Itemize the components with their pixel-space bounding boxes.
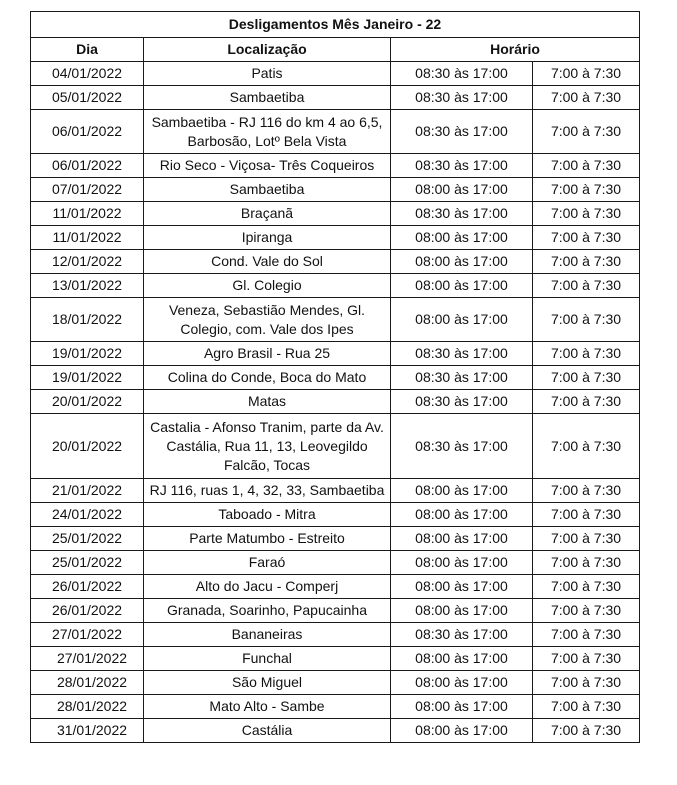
row-horario-dia: 08:30 às 17:00 <box>391 623 533 647</box>
row-date: 04/01/2022 <box>31 62 144 86</box>
row-horario-dia: 08:00 às 17:00 <box>391 599 533 623</box>
table-row <box>31 366 640 390</box>
row-date: 18/01/2022 <box>31 298 144 342</box>
row-date: 06/01/2022 <box>31 110 144 154</box>
row-horario-dia: 08:00 às 17:00 <box>391 647 533 671</box>
row-date: 06/01/2022 <box>31 154 144 178</box>
row-location: Gl. Colegio <box>144 274 391 298</box>
row-horario-extra: 7:00 à 7:30 <box>533 342 640 366</box>
row-horario-extra: 7:00 à 7:30 <box>533 154 640 178</box>
row-location: Veneza, Sebastião Mendes, Gl. Colegio, com. Vale dos Ipes <box>144 298 391 342</box>
table-row <box>31 551 640 575</box>
row-horario-extra: 7:00 à 7:30 <box>533 503 640 527</box>
row-date: 21/01/2022 <box>31 479 144 503</box>
row-horario-dia: 08:00 às 17:00 <box>391 503 533 527</box>
row-date: 28/01/2022 <box>31 695 144 719</box>
row-date: 11/01/2022 <box>31 202 144 226</box>
table-row <box>31 719 640 743</box>
row-horario-dia: 08:00 às 17:00 <box>391 274 533 298</box>
row-horario-dia: 08:00 às 17:00 <box>391 575 533 599</box>
row-horario-dia: 08:00 às 17:00 <box>391 695 533 719</box>
row-date: 26/01/2022 <box>31 575 144 599</box>
row-horario-extra: 7:00 à 7:30 <box>533 623 640 647</box>
table-row <box>31 414 640 479</box>
header-localizacao: Localização <box>144 38 391 62</box>
table-row <box>31 479 640 503</box>
row-date: 20/01/2022 <box>31 390 144 414</box>
row-date: 19/01/2022 <box>31 342 144 366</box>
row-date: 31/01/2022 <box>31 719 144 743</box>
row-horario-extra: 7:00 à 7:30 <box>533 527 640 551</box>
row-date: 24/01/2022 <box>31 503 144 527</box>
table-row <box>31 178 640 202</box>
row-location: Patis <box>144 62 391 86</box>
row-horario-dia: 08:30 às 17:00 <box>391 202 533 226</box>
row-horario-dia: 08:30 às 17:00 <box>391 342 533 366</box>
table-row <box>31 503 640 527</box>
row-date: 27/01/2022 <box>31 623 144 647</box>
title-row <box>31 12 640 38</box>
row-horario-dia: 08:30 às 17:00 <box>391 86 533 110</box>
row-location: Alto do Jacu - Comperj <box>144 575 391 599</box>
table-row <box>31 298 640 342</box>
row-location: Bananeiras <box>144 623 391 647</box>
table-row <box>31 154 640 178</box>
table-row <box>31 250 640 274</box>
row-horario-extra: 7:00 à 7:30 <box>533 366 640 390</box>
row-date: 11/01/2022 <box>31 226 144 250</box>
row-location: Matas <box>144 390 391 414</box>
table-row <box>31 647 640 671</box>
row-date: 20/01/2022 <box>31 414 144 479</box>
row-horario-extra: 7:00 à 7:30 <box>533 647 640 671</box>
row-horario-dia: 08:00 às 17:00 <box>391 719 533 743</box>
table-row <box>31 575 640 599</box>
row-horario-extra: 7:00 à 7:30 <box>533 298 640 342</box>
table-row <box>31 671 640 695</box>
table-row <box>31 527 640 551</box>
table-row <box>31 202 640 226</box>
row-date: 27/01/2022 <box>31 647 144 671</box>
table-row <box>31 86 640 110</box>
row-horario-dia: 08:00 às 17:00 <box>391 178 533 202</box>
row-location: Rio Seco - Viçosa- Três Coqueiros <box>144 154 391 178</box>
table-row <box>31 62 640 86</box>
row-location: Castália <box>144 719 391 743</box>
row-horario-dia: 08:30 às 17:00 <box>391 110 533 154</box>
row-horario-dia: 08:00 às 17:00 <box>391 527 533 551</box>
row-location: Parte Matumbo - Estreito <box>144 527 391 551</box>
row-location: São Miguel <box>144 671 391 695</box>
row-date: 28/01/2022 <box>31 671 144 695</box>
row-location: RJ 116, ruas 1, 4, 32, 33, Sambaetiba <box>144 479 391 503</box>
table-body <box>31 62 640 743</box>
row-horario-dia: 08:00 às 17:00 <box>391 298 533 342</box>
row-date: 26/01/2022 <box>31 599 144 623</box>
row-horario-extra: 7:00 à 7:30 <box>533 695 640 719</box>
row-location: Braçanã <box>144 202 391 226</box>
row-location: Funchal <box>144 647 391 671</box>
table-row <box>31 390 640 414</box>
row-horario-extra: 7:00 à 7:30 <box>533 86 640 110</box>
table-row <box>31 342 640 366</box>
table-row <box>31 599 640 623</box>
row-date: 05/01/2022 <box>31 86 144 110</box>
row-location: Granada, Soarinho, Papucainha <box>144 599 391 623</box>
schedule-sheet <box>30 11 640 743</box>
row-date: 25/01/2022 <box>31 551 144 575</box>
row-date: 12/01/2022 <box>31 250 144 274</box>
header-dia: Dia <box>31 38 144 62</box>
row-horario-extra: 7:00 à 7:30 <box>533 575 640 599</box>
row-horario-dia: 08:00 às 17:00 <box>391 250 533 274</box>
row-horario-dia: 08:30 às 17:00 <box>391 62 533 86</box>
row-horario-extra: 7:00 à 7:30 <box>533 479 640 503</box>
row-location: Agro Brasil - Rua 25 <box>144 342 391 366</box>
row-horario-extra: 7:00 à 7:30 <box>533 226 640 250</box>
row-horario-extra: 7:00 à 7:30 <box>533 274 640 298</box>
row-date: 19/01/2022 <box>31 366 144 390</box>
table-row <box>31 695 640 719</box>
table-row <box>31 110 640 154</box>
row-location: Taboado - Mitra <box>144 503 391 527</box>
row-horario-dia: 08:30 às 17:00 <box>391 390 533 414</box>
row-location: Faraó <box>144 551 391 575</box>
row-horario-extra: 7:00 à 7:30 <box>533 599 640 623</box>
row-location: Sambaetiba <box>144 86 391 110</box>
row-horario-extra: 7:00 à 7:30 <box>533 390 640 414</box>
row-horario-extra: 7:00 à 7:30 <box>533 719 640 743</box>
row-date: 25/01/2022 <box>31 527 144 551</box>
row-horario-extra: 7:00 à 7:30 <box>533 671 640 695</box>
row-location: Mato Alto - Sambe <box>144 695 391 719</box>
row-location: Cond. Vale do Sol <box>144 250 391 274</box>
row-horario-extra: 7:00 à 7:30 <box>533 202 640 226</box>
row-horario-extra: 7:00 à 7:30 <box>533 110 640 154</box>
row-horario-extra: 7:00 à 7:30 <box>533 62 640 86</box>
row-horario-dia: 08:30 às 17:00 <box>391 414 533 479</box>
row-horario-dia: 08:00 às 17:00 <box>391 226 533 250</box>
header-row <box>31 38 640 62</box>
row-location: Sambaetiba - RJ 116 do km 4 ao 6,5, Barbosão, Lotº Bela Vista <box>144 110 391 154</box>
table-title: Desligamentos Mês Janeiro - 22 <box>31 12 640 38</box>
table-row <box>31 623 640 647</box>
row-horario-dia: 08:00 às 17:00 <box>391 551 533 575</box>
row-date: 07/01/2022 <box>31 178 144 202</box>
header-horario: Horário <box>391 38 640 62</box>
table-row <box>31 226 640 250</box>
row-date: 13/01/2022 <box>31 274 144 298</box>
row-location: Sambaetiba <box>144 178 391 202</box>
outage-table <box>30 11 640 743</box>
table-row <box>31 274 640 298</box>
row-horario-extra: 7:00 à 7:30 <box>533 178 640 202</box>
row-location: Castalia - Afonso Tranim, parte da Av. Castália, Rua 11, 13, Leovegildo Falcão, Tocas <box>144 414 391 479</box>
row-horario-extra: 7:00 à 7:30 <box>533 414 640 479</box>
row-horario-dia: 08:00 às 17:00 <box>391 479 533 503</box>
row-location: Colina do Conde, Boca do Mato <box>144 366 391 390</box>
row-location: Ipiranga <box>144 226 391 250</box>
row-horario-extra: 7:00 à 7:30 <box>533 551 640 575</box>
row-horario-dia: 08:30 às 17:00 <box>391 154 533 178</box>
row-horario-dia: 08:00 às 17:00 <box>391 671 533 695</box>
row-horario-extra: 7:00 à 7:30 <box>533 250 640 274</box>
row-horario-dia: 08:30 às 17:00 <box>391 366 533 390</box>
